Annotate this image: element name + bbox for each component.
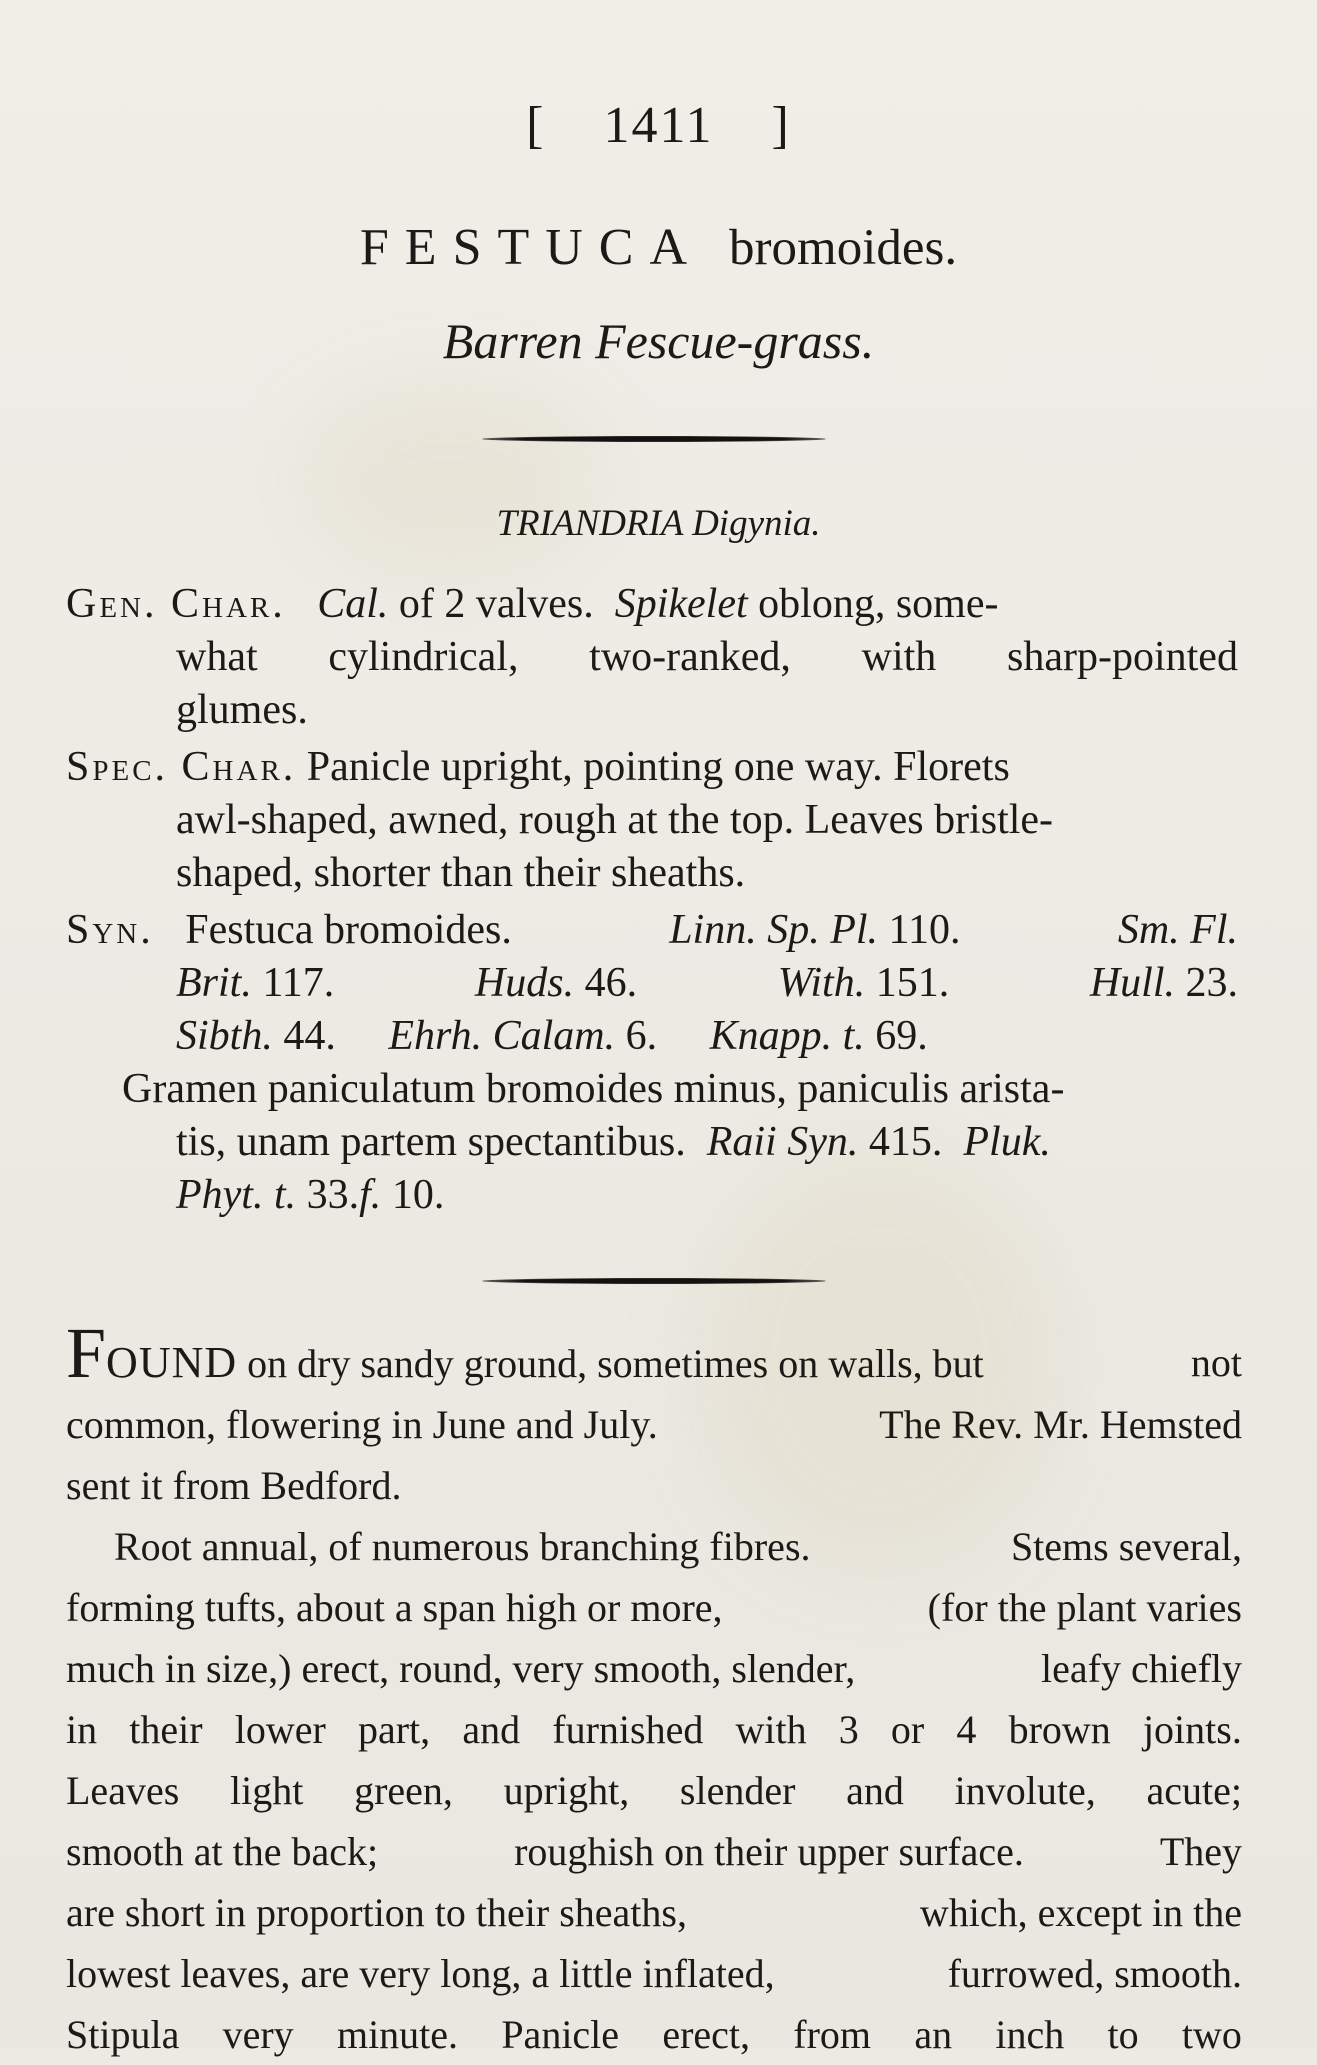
- specific-character: Spec. Char. Panicle upright, pointing one way. Florets awl-shaped, awned, rough at the top. Leaves bristle- shaped, shorter than their sheaths.: [66, 744, 1054, 896]
- body-line: Leaves light green, upright, slender and involute, acute;: [66, 1768, 1242, 1813]
- syn-line-2: Brit. 117. Huds. 46. With. 151. Hull. 23.: [176, 960, 1238, 1006]
- gramen-line-3: Phyt. t. 33.f. 10.: [176, 1172, 445, 1218]
- body-line: forming tufts, about a span high or more, (for the plant varies: [66, 1585, 1242, 1630]
- body-line: sent it from Bedford.: [66, 1463, 402, 1508]
- gen-char-label: Gen. Char.: [66, 581, 286, 627]
- body-line: much in size,) erect, round, very smooth, slender, leafy chiefly: [66, 1646, 1242, 1691]
- syn-line-1: Syn. Festuca bromoides. Linn. Sp. Pl. 110. Sm. Fl.: [66, 907, 1238, 953]
- body-line: Root annual, of numerous branching fibres. Stems several,: [114, 1524, 1242, 1569]
- species-name: bromoides.: [729, 220, 958, 276]
- paper-stain: [300, 380, 600, 580]
- generic-character: Gen. Char. Cal. of 2 valves. Spikelet oblong, some- what cylindrical, two-ranked, with sharp-pointed glumes.: [66, 581, 1238, 733]
- characters-section: [66, 578, 1238, 1226]
- syn-label: Syn.: [66, 907, 154, 953]
- body-line: lowest leaves, are very long, a little inflated, furrowed, smooth.: [66, 1951, 1242, 1996]
- description-text: [66, 1313, 1242, 2065]
- page-number: [ 1411 ]: [526, 97, 791, 154]
- body-line: Stipula very minute. Panicle erect, from an inch to two: [66, 2012, 1242, 2057]
- genus-name: FESTUCA: [359, 219, 704, 276]
- ornamental-rule: [482, 436, 826, 442]
- folio-number: 1411: [603, 97, 714, 154]
- classification: TRIANDRIA Digynia.: [496, 503, 821, 544]
- gramen-line-1: Gramen paniculatum bromoides minus, paniculis arista-: [122, 1066, 1065, 1112]
- syn-line-3: Sibth. 44. Ehrh. Calam. 6. Knapp. t. 69.: [176, 1013, 928, 1059]
- gen-char-line-2: what cylindrical, two-ranked, with sharp-pointed: [176, 634, 1238, 680]
- spec-char-label: Spec. Char.: [66, 744, 297, 790]
- synonyms: [66, 904, 1238, 1222]
- gramen-line-2: tis, unam partem spectantibus. Raii Syn. 415. Pluk.: [176, 1119, 1051, 1165]
- body-line: in their lower part, and furnished with 3 or 4 brown joints.: [66, 1707, 1242, 1752]
- body-line: common, flowering in June and July. The Rev. Mr. Hemsted: [66, 1402, 1242, 1447]
- body-line: FOUND on dry sandy ground, sometimes on walls, but not: [66, 1313, 1242, 1393]
- page-title: [0, 218, 1317, 277]
- body-line: smooth at the back; roughish on their upper surface. They: [66, 1829, 1242, 1874]
- drop-cap: F: [66, 1313, 107, 1393]
- body-line: are short in proportion to their sheaths, which, except in the: [66, 1890, 1242, 1935]
- common-name: Barren Fescue-grass.: [442, 313, 875, 369]
- ornamental-rule: [482, 1278, 826, 1284]
